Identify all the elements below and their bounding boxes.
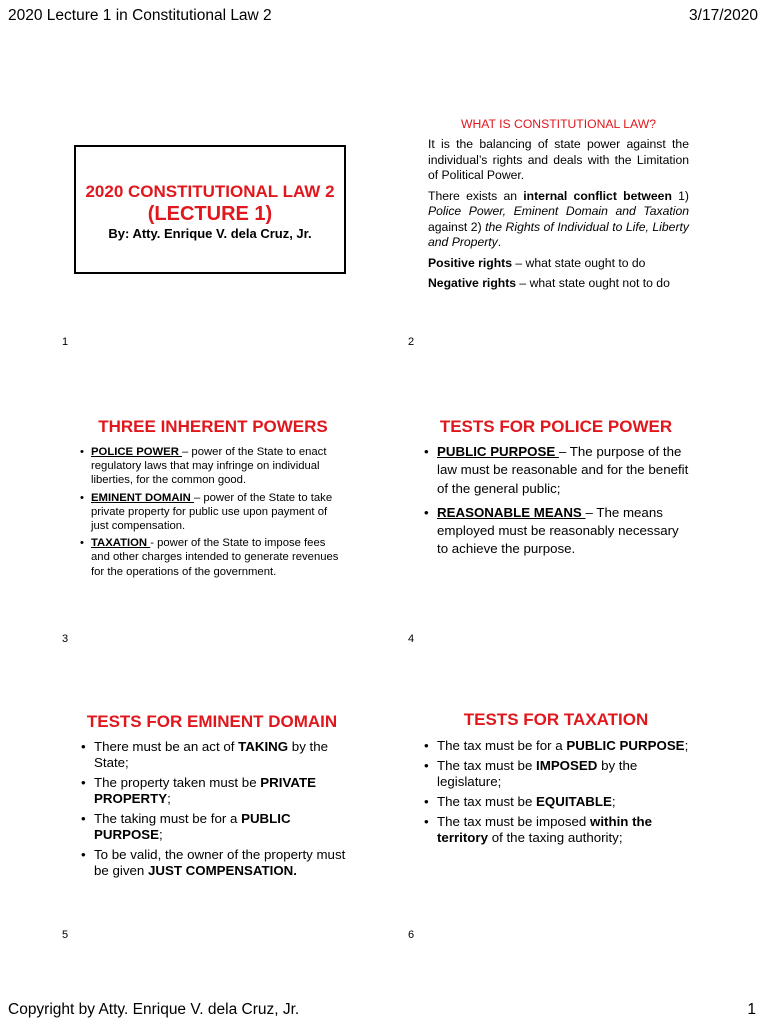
- list-item: • The tax must be EQUITABLE;: [437, 794, 689, 810]
- slide-2-title: WHAT IS CONSTITUTIONAL LAW?: [460, 117, 657, 131]
- slide-5: [74, 712, 350, 732]
- slide-1-number: 1: [62, 336, 69, 348]
- list-item: • The taking must be for a PUBLIC PURPOSE;: [94, 811, 346, 843]
- document-date: 3/17/2020: [689, 7, 758, 24]
- slide-2-positive-rights: Positive rights – what state ought to do: [428, 255, 646, 270]
- slide-2-conflict: There exists an internal conflict between 1) Police Power, Eminent Domain and Taxation against 2) the Rights of Individual to Life, Liberty and Property.: [428, 188, 689, 249]
- copyright-footer: Copyright by Atty. Enrique V. dela Cruz, Jr.: [8, 1001, 300, 1018]
- slide-3-list: [91, 445, 346, 579]
- slide-1: [74, 145, 346, 274]
- slide-1-title-line2: (LECTURE 1): [147, 203, 273, 225]
- list-item: • POLICE POWER – power of the State to enact regulatory laws that may infringe on individual liberties, for the common good.: [91, 445, 346, 488]
- slide-3-title: THREE INHERENT POWERS: [98, 417, 328, 436]
- slide-4-title: TESTS FOR POLICE POWER: [439, 417, 673, 436]
- slide-6: [420, 710, 692, 730]
- slide-3: [78, 417, 348, 437]
- slide-2: [428, 117, 689, 292]
- slide-6-list: [437, 738, 689, 846]
- slide-2-number: 2: [408, 336, 415, 348]
- slide-5-number: 5: [62, 929, 69, 941]
- list-item: • PUBLIC PURPOSE – The purpose of the law must be reasonable and for the benefit of the general public;: [437, 443, 692, 498]
- list-item: • TAXATION - power of the State to impose fees and other charges intended to generate revenues for the operations of the government.: [91, 536, 346, 579]
- slide-2-definition: It is the balancing of state power against the individual’s rights and deals with the Limitation of Political Power.: [428, 137, 689, 182]
- list-item: • The tax must be imposed within the territory of the taxing authority;: [437, 814, 689, 846]
- slide-4: [420, 417, 692, 437]
- slide-6-title: TESTS FOR TAXATION: [463, 710, 649, 729]
- document-title: 2020 Lecture 1 in Constitutional Law 2: [8, 7, 272, 24]
- slide-2-negative-rights: Negative rights – what state ought not to do: [428, 276, 670, 290]
- slide-5-list: [94, 739, 346, 879]
- list-item: • EMINENT DOMAIN – power of the State to take private property for public use upon payment of just compensation.: [91, 491, 346, 534]
- slide-6-number: 6: [408, 929, 415, 941]
- slide-4-list: [437, 443, 692, 559]
- slide-1-byline: By: Atty. Enrique V. dela Cruz, Jr.: [108, 226, 312, 241]
- list-item: • The tax must be IMPOSED by the legislature;: [437, 758, 689, 790]
- list-item: • REASONABLE MEANS – The means employed must be reasonably necessary to achieve the purpose.: [437, 504, 692, 559]
- page-number: 1: [747, 1001, 756, 1018]
- slide-3-number: 3: [62, 633, 69, 645]
- list-item: • To be valid, the owner of the property must be given JUST COMPENSATION.: [94, 847, 346, 879]
- list-item: • The tax must be for a PUBLIC PURPOSE;: [437, 738, 689, 754]
- slide-5-title: TESTS FOR EMINENT DOMAIN: [86, 712, 338, 731]
- list-item: • The property taken must be PRIVATE PROPERTY;: [94, 775, 346, 807]
- slide-1-title-line1: 2020 CONSTITUTIONAL LAW 2: [85, 182, 335, 201]
- list-item: • There must be an act of TAKING by the State;: [94, 739, 346, 771]
- slide-4-number: 4: [408, 633, 415, 645]
